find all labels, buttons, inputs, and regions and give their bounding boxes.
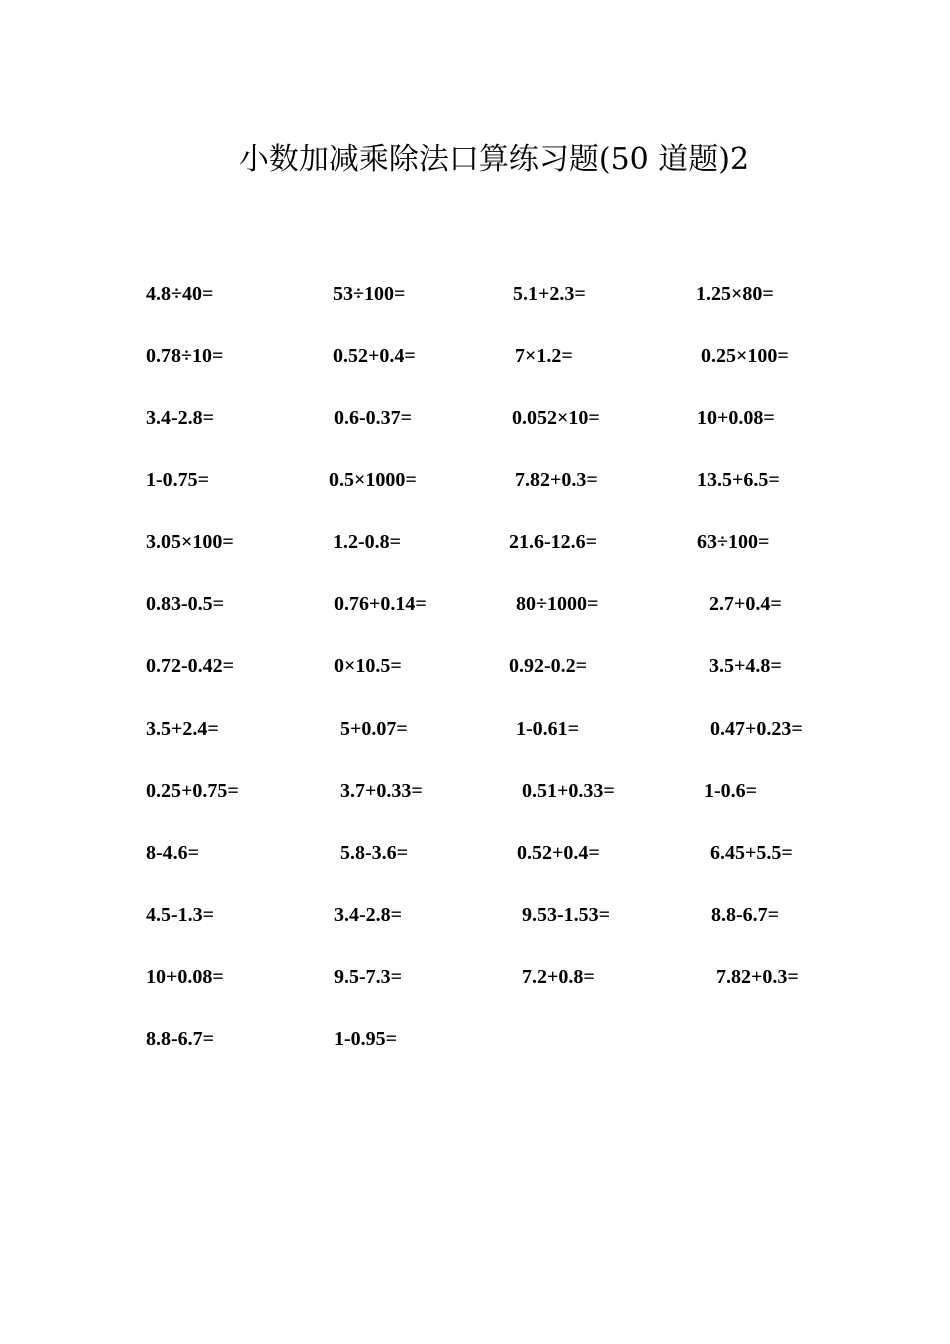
- problem-item: 4.5-1.3=: [146, 904, 215, 926]
- problem-item: 0.47+0.23=: [710, 718, 803, 740]
- problem-item: 0.83-0.5=: [146, 593, 225, 615]
- problem-item: 3.5+4.8=: [709, 655, 782, 677]
- problem-item: 5.1+2.3=: [513, 283, 586, 305]
- problem-item: 4.8÷40=: [146, 283, 214, 305]
- problem-item: 0.51+0.33=: [522, 780, 615, 802]
- problem-item: 0.5×1000=: [329, 469, 417, 491]
- problem-item: 7.82+0.3=: [515, 469, 598, 491]
- problem-item: 0.052×10=: [512, 407, 600, 429]
- problem-item: 9.53-1.53=: [522, 904, 611, 926]
- problem-item: 10+0.08=: [697, 407, 775, 429]
- problem-item: 21.6-12.6=: [509, 531, 598, 553]
- problem-item: 8-4.6=: [146, 842, 200, 864]
- problem-item: 7.82+0.3=: [716, 966, 799, 988]
- problem-item: 3.4-2.8=: [334, 904, 403, 926]
- problem-item: 63÷100=: [697, 531, 770, 553]
- problem-item: 1.2-0.8=: [333, 531, 402, 553]
- problem-item: 5.8-3.6=: [340, 842, 409, 864]
- problem-item: 53÷100=: [333, 283, 406, 305]
- problem-item: 8.8-6.7=: [146, 1028, 215, 1050]
- problem-item: 0×10.5=: [334, 655, 402, 677]
- problem-item: 1-0.6=: [704, 780, 758, 802]
- page-title: 小数加减乘除法口算练习题(50 道题)2: [238, 142, 750, 177]
- problem-item: 1-0.75=: [146, 469, 210, 491]
- problem-item: 1-0.95=: [334, 1028, 398, 1050]
- problem-item: 0.25×100=: [701, 345, 789, 367]
- problem-item: 3.05×100=: [146, 531, 234, 553]
- problem-item: 0.6-0.37=: [334, 407, 413, 429]
- problem-item: 7×1.2=: [515, 345, 573, 367]
- problem-item: 8.8-6.7=: [711, 904, 780, 926]
- problem-item: 0.52+0.4=: [517, 842, 600, 864]
- problem-item: 0.25+0.75=: [146, 780, 239, 802]
- problem-item: 0.52+0.4=: [333, 345, 416, 367]
- problem-item: 3.5+2.4=: [146, 718, 219, 740]
- problem-item: 7.2+0.8=: [522, 966, 595, 988]
- problem-item: 0.78÷10=: [146, 345, 224, 367]
- problem-item: 3.7+0.33=: [340, 780, 423, 802]
- problem-item: 0.92-0.2=: [509, 655, 588, 677]
- problem-item: 0.72-0.42=: [146, 655, 235, 677]
- problem-item: 10+0.08=: [146, 966, 224, 988]
- problem-item: 6.45+5.5=: [710, 842, 793, 864]
- problem-item: 3.4-2.8=: [146, 407, 215, 429]
- problem-item: 80÷1000=: [516, 593, 599, 615]
- problem-item: 1-0.61=: [516, 718, 580, 740]
- problem-item: 5+0.07=: [340, 718, 408, 740]
- problem-item: 13.5+6.5=: [697, 469, 780, 491]
- problem-item: 9.5-7.3=: [334, 966, 403, 988]
- problem-item: 2.7+0.4=: [709, 593, 782, 615]
- problem-item: 0.76+0.14=: [334, 593, 427, 615]
- problem-item: 1.25×80=: [696, 283, 774, 305]
